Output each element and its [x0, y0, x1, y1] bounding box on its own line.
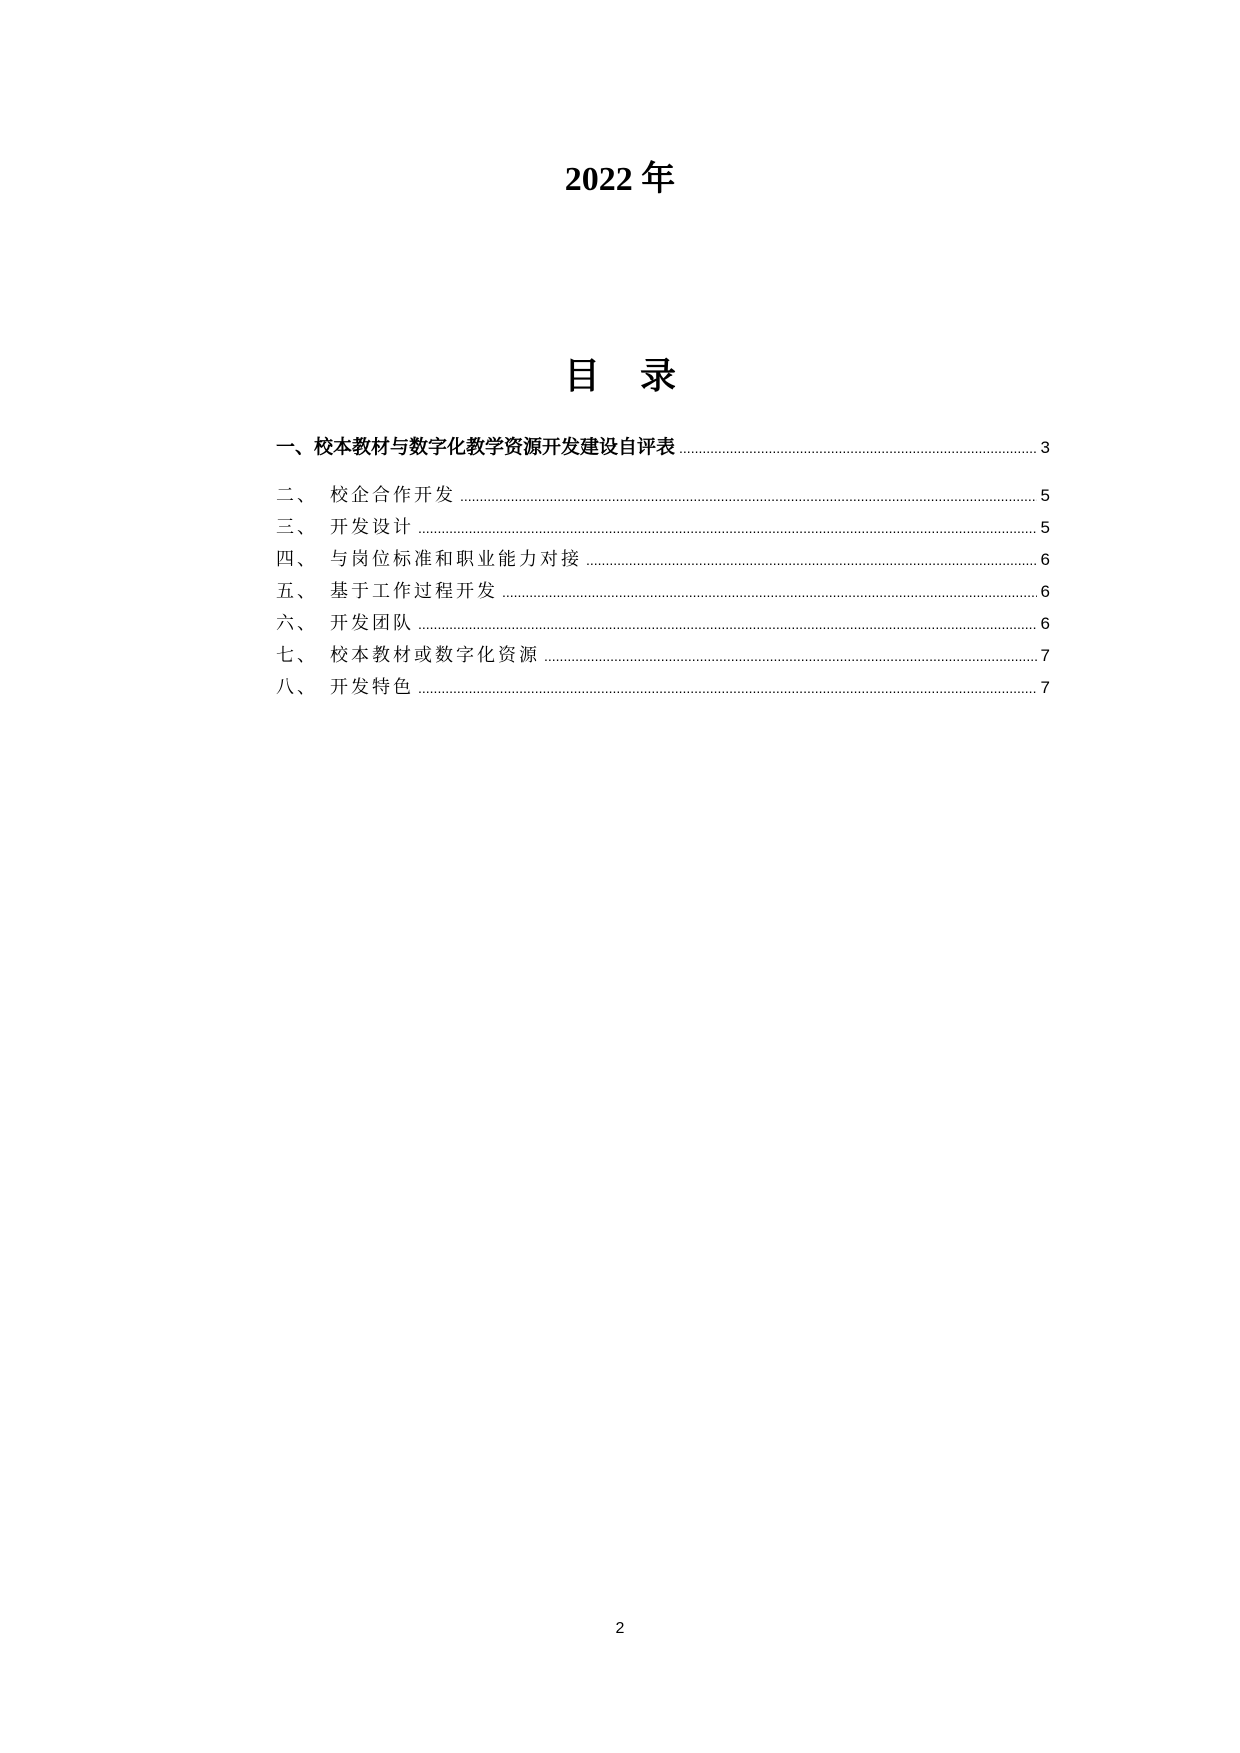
toc-entry-label: 基于工作过程开发	[330, 581, 498, 602]
toc-entry-number: 四、	[276, 549, 318, 570]
toc-entry-page: 5	[1040, 518, 1050, 537]
toc-title: 目录	[563, 355, 716, 397]
toc-entry-label: 校企合作开发	[330, 485, 456, 506]
page-number: 2	[615, 1620, 625, 1637]
toc-entry-number: 一、	[276, 436, 315, 458]
toc-entry-page: 6	[1040, 614, 1050, 633]
toc-entry-6[interactable]	[276, 608, 1050, 640]
toc-entry-2[interactable]	[276, 480, 1050, 512]
toc-entry-page: 7	[1040, 646, 1050, 665]
toc-entry-number: 二、	[276, 485, 318, 506]
toc-entry-number: 七、	[276, 645, 318, 666]
toc-dot-leader	[418, 512, 1037, 544]
toc-entry-label: 开发团队	[330, 613, 414, 634]
toc-entry-number: 八、	[276, 677, 318, 698]
toc-entry-8[interactable]	[276, 672, 1050, 704]
toc-entry-5[interactable]	[276, 576, 1050, 608]
toc-entry-7[interactable]	[276, 640, 1050, 672]
toc-dot-leader	[544, 640, 1037, 672]
toc-entry-4[interactable]	[276, 544, 1050, 576]
toc-entry-number: 三、	[276, 517, 318, 538]
toc-entry-label: 校本教材或数字化资源	[330, 645, 540, 666]
toc-entry-page: 7	[1040, 678, 1050, 697]
toc-entry-page: 3	[1040, 438, 1050, 457]
toc-entry-label: 校本教材与数字化教学资源开发建设自评表	[314, 436, 676, 458]
toc-dot-leader	[418, 672, 1037, 704]
toc-entry-page: 6	[1040, 550, 1050, 569]
toc-entry-page: 6	[1040, 582, 1050, 601]
toc-dot-leader	[460, 480, 1037, 512]
table-of-contents	[276, 430, 1050, 704]
toc-entry-label: 开发特色	[330, 677, 414, 698]
toc-entry-label: 与岗位标准和职业能力对接	[330, 549, 582, 570]
toc-entry-number: 六、	[276, 613, 318, 634]
toc-entry-1[interactable]	[276, 430, 1050, 464]
toc-entry-number: 五、	[276, 581, 318, 602]
toc-entry-3[interactable]	[276, 512, 1050, 544]
toc-dot-leader	[418, 608, 1037, 640]
toc-dot-leader	[502, 576, 1037, 608]
toc-entry-label: 开发设计	[330, 517, 414, 538]
year-title: 2022 年	[564, 161, 676, 198]
toc-dot-leader	[679, 431, 1037, 465]
toc-dot-leader	[586, 544, 1037, 576]
toc-entry-page: 5	[1040, 486, 1050, 505]
